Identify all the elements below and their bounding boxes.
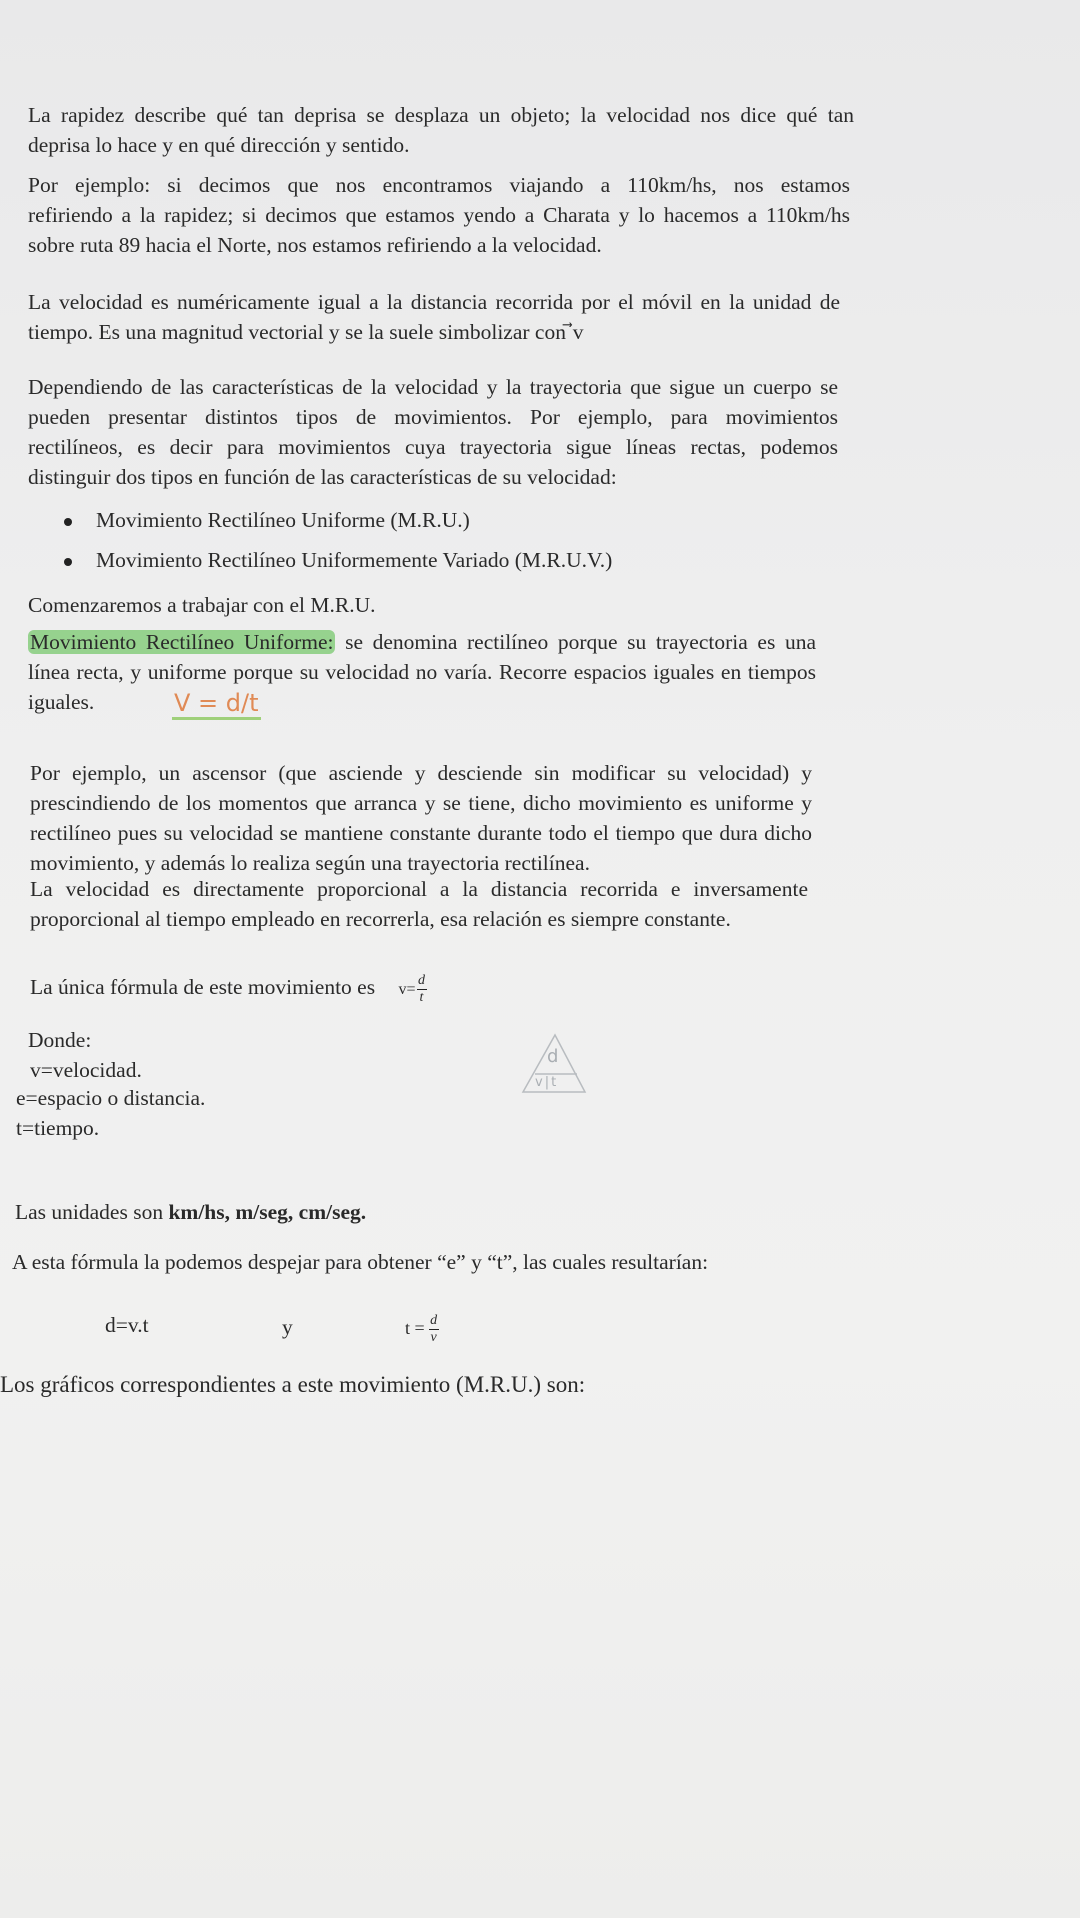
fraction [429, 1314, 439, 1345]
formula-lhs: v= [398, 981, 416, 998]
paragraph-ejemplo-rapidez [28, 170, 850, 260]
paragraph-proporcional [30, 874, 808, 934]
bullet-item [64, 508, 470, 533]
denominator: v [430, 1329, 437, 1345]
paragraph-tipos [28, 372, 838, 492]
formula-y: y [282, 1315, 293, 1339]
text-line: rectilíneos, es decir para movimientos cuya trayectoria sigue líneas rectas, podemos [28, 435, 838, 459]
handwritten-text: v|t [535, 1075, 559, 1090]
bullet-text: Movimiento Rectilíneo Uniforme (M.R.U.) [96, 508, 470, 532]
text-segment: se denomina rectilíneo porque su trayectoria es una [335, 630, 816, 654]
bullet-item [64, 548, 612, 573]
text-line: distinguir dos tipos en función de las características de su velocidad: [28, 465, 617, 489]
handwritten-text: d [547, 1046, 559, 1067]
formula-lhs: t = [405, 1318, 425, 1338]
bullet-dot-icon [64, 518, 72, 526]
text-line: La velocidad es directamente proporcional a la distancia recorrida e inversamente [30, 877, 808, 901]
text-line: tiempo. Es una magnitud vectorial y se la suele simbolizar con ⃗v [28, 320, 584, 344]
units-line [15, 1197, 366, 1227]
text-line [28, 627, 816, 657]
def-velocidad: v=velocidad. [30, 1058, 142, 1082]
bullet-dot-icon [64, 558, 72, 566]
paragraph-rapidez [28, 100, 854, 160]
def-tiempo: t=tiempo. [16, 1116, 100, 1140]
paragraph-mru [28, 627, 816, 717]
text-line: iguales. [28, 690, 95, 714]
units-values: km/hs, m/seg, cm/seg. [168, 1200, 367, 1224]
text-line: La rapidez describe qué tan deprisa se desplaza un objeto; la velocidad nos dice qué tan [28, 103, 854, 127]
formula-t [405, 1312, 439, 1345]
highlighted-term: Movimiento Rectilíneo Uniforme: [30, 630, 334, 654]
numerator: d [430, 1312, 438, 1328]
text-line: rectilíneo pues su velocidad se mantiene constante durante todo el tiempo que dura dicho [30, 821, 812, 845]
handwritten-triangle [515, 1030, 595, 1105]
text-line: Dependiendo de las características de la velocidad y la trayectoria que sigue un cuerpo se [28, 375, 838, 399]
numerator: d [418, 972, 425, 988]
fraction [417, 974, 427, 1005]
text-line: línea recta, y uniforme porque su velocidad no varía. Recorre espacios iguales en tiempos [28, 660, 816, 684]
handwritten-text: V = d/t [172, 689, 261, 720]
text-line: movimiento, y además lo realiza según una trayectoria rectilínea. [30, 851, 590, 875]
text-line: deprisa lo hace y en qué dirección y sentido. [28, 133, 410, 157]
handwritten-v-formula [172, 688, 261, 718]
denominator: t [419, 989, 424, 1005]
despejar-line: A esta fórmula la podemos despejar para obtener “e” y “t”, las cuales resultarían: [12, 1250, 709, 1274]
bullet-text: Movimiento Rectilíneo Uniformemente Variado (M.R.U.V.) [96, 548, 613, 572]
text-line: La velocidad es numéricamente igual a la distancia recorrida por el móvil en la unidad de [28, 290, 840, 314]
text-line: Por ejemplo, un ascensor (que asciende y desciende sin modificar su velocidad) y [30, 761, 812, 785]
formula-line [30, 972, 427, 1005]
text-line: refiriendo a la rapidez; si decimos que estamos yendo a Charata y lo hacemos a 110km/hs [28, 203, 850, 227]
start-text: Comenzaremos a trabajar con el M.R.U. [28, 593, 376, 617]
donde-label: Donde: [28, 1028, 92, 1052]
paragraph-ascensor [30, 758, 812, 878]
text-line: Por ejemplo: si decimos que nos encontramos viajando a 110km/hs, nos estamos [28, 173, 850, 197]
text-line: pueden presentar distintos tipos de movimientos. Por ejemplo, para movimientos [28, 405, 838, 429]
formula-intro: La única fórmula de este movimiento es [30, 975, 376, 999]
triangle-icon [515, 1030, 595, 1105]
text-line: prescindiendo de los momentos que arranca y se tiene, dicho movimiento es uniforme y [30, 791, 812, 815]
def-espacio: e=espacio o distancia. [16, 1086, 206, 1110]
text-line: proporcional al tiempo empleado en recorrerla, esa relación es siempre constante. [30, 907, 731, 931]
graficos-line: Los gráficos correspondientes a este movimiento (M.R.U.) son: [0, 1372, 586, 1397]
paragraph-velocidad [28, 287, 840, 347]
units-prefix: Las unidades son [15, 1200, 169, 1224]
text-line: sobre ruta 89 hacia el Norte, nos estamos refiriendo a la velocidad. [28, 233, 602, 257]
formula-d: d=v.t [105, 1313, 149, 1337]
